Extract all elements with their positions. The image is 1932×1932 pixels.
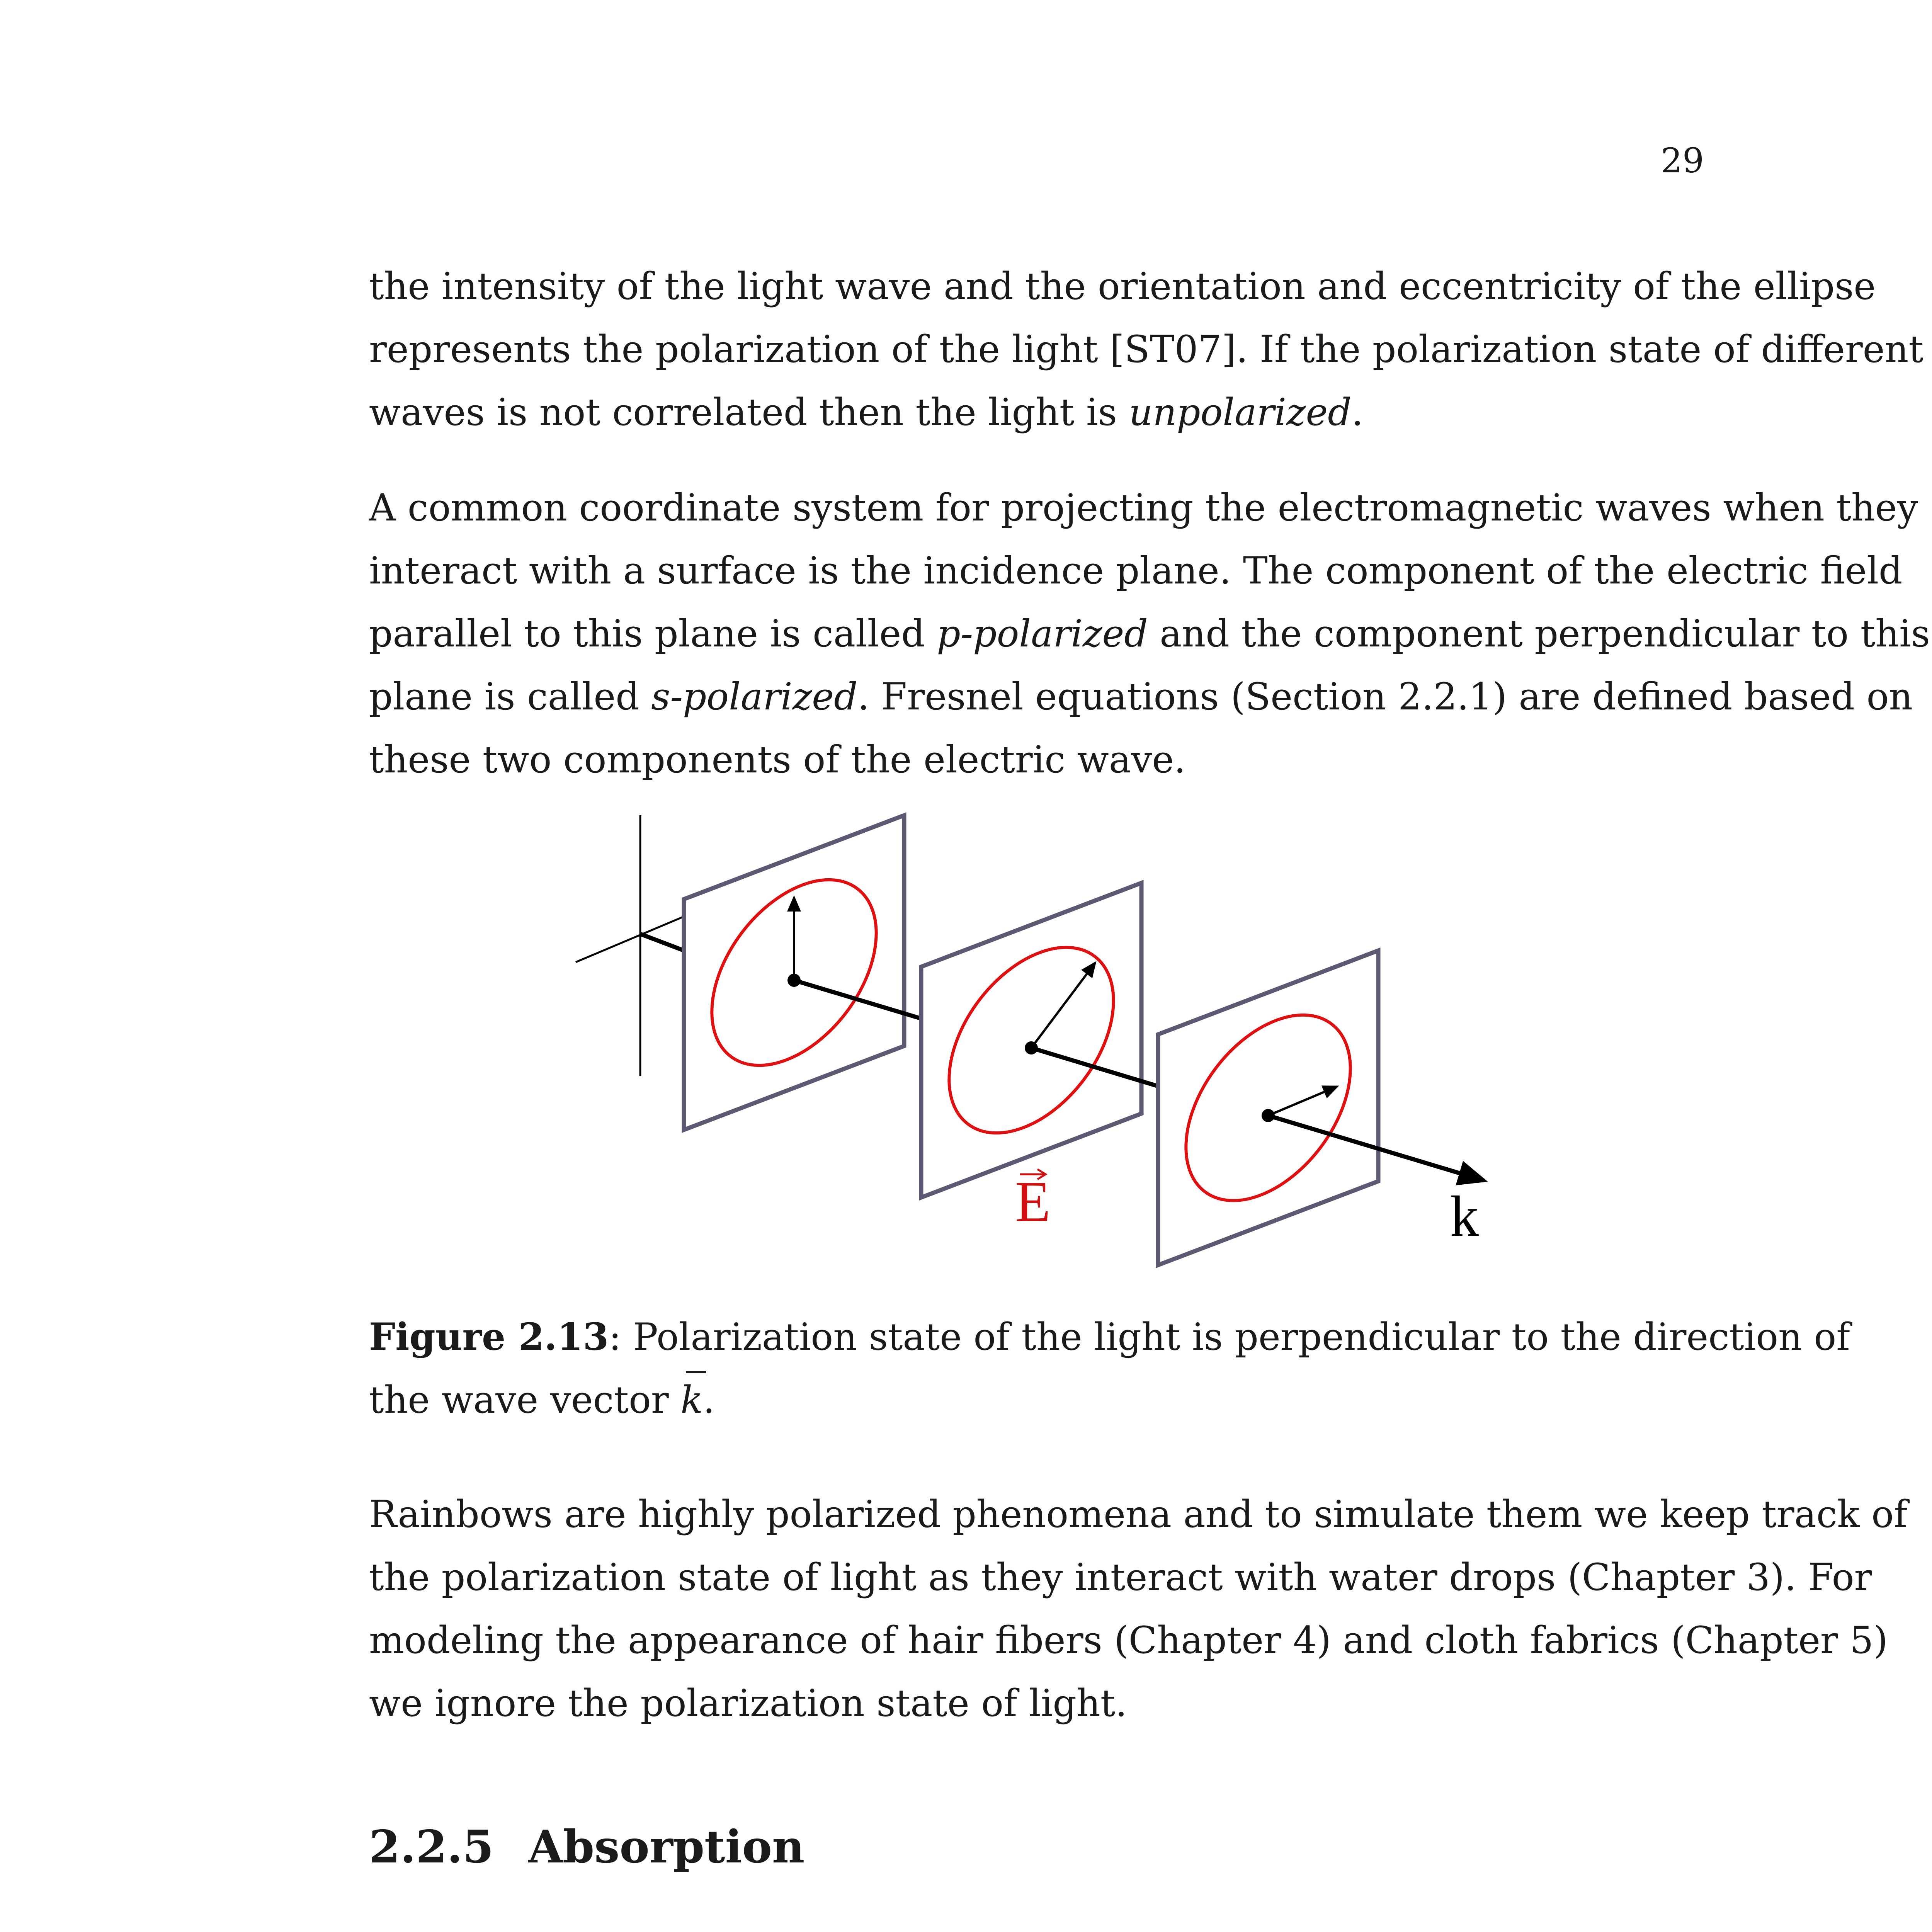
figure-caption <box>369 1305 1850 1432</box>
electric-field-label <box>1015 1169 1051 1234</box>
text-line: these two components of the electric wave. <box>369 738 1186 781</box>
paragraph-polarization-intro <box>369 255 1923 444</box>
emphasis-p-polarized: p-polarized <box>937 612 1148 655</box>
text-line: waves is not correlated then the light is unpolarized. <box>369 391 1364 434</box>
paragraph-rainbows <box>369 1483 1908 1735</box>
wave-vector-label: k <box>1450 1184 1479 1248</box>
text-line: the polarization state of light as they interact with water drops (Chapter 3). For <box>369 1556 1872 1599</box>
figure-label: Figure 2.13 <box>369 1315 609 1359</box>
text-line: represents the polarization of the light [ST07]. If the polarization state of different <box>369 328 1923 371</box>
wave-vector-symbol: k <box>680 1369 703 1432</box>
text-line: Figure 2.13: Polarization state of the light is perpendicular to the direction of <box>369 1315 1850 1359</box>
emphasis-s-polarized: s-polarized <box>651 675 858 718</box>
polarization-plane-2 <box>921 883 1141 1197</box>
polarization-plane-3 <box>1158 951 1378 1265</box>
polarization-figure <box>568 808 1522 1294</box>
text-line: Rainbows are highly polarized phenomena and to simulate them we keep track of <box>369 1493 1908 1536</box>
section-title: Absorption <box>528 1821 805 1873</box>
coordinate-axis-diagonal <box>576 915 687 962</box>
paragraph-incidence-plane <box>369 476 1930 791</box>
section-number: 2.2.5 <box>369 1821 494 1873</box>
section-heading <box>369 1821 805 1873</box>
text-line: A common coordinate system for projecting the electromagnetic waves when they <box>369 486 1918 529</box>
wave-vector-segment <box>640 934 684 951</box>
text-line: parallel to this plane is called p-polarized and the component perpendicular to this <box>369 612 1930 655</box>
text-line: plane is called s-polarized. Fresnel equations (Section 2.2.1) are defined based on <box>369 675 1913 718</box>
page-number: 29 <box>1661 141 1704 180</box>
text-line: modeling the appearance of hair fibers (Chapter 4) and cloth fabrics (Chapter 5) <box>369 1619 1888 1662</box>
electric-field-label-text: E <box>1015 1170 1051 1234</box>
text-line: interact with a surface is the incidence plane. The component of the electric field <box>369 549 1903 592</box>
emphasis-unpolarized: unpolarized <box>1129 391 1352 434</box>
text-line: we ignore the polarization state of light. <box>369 1682 1127 1725</box>
text-line: the wave vector k. <box>369 1369 1706 1432</box>
text-line: the intensity of the light wave and the orientation and eccentricity of the ellipse <box>369 265 1876 308</box>
